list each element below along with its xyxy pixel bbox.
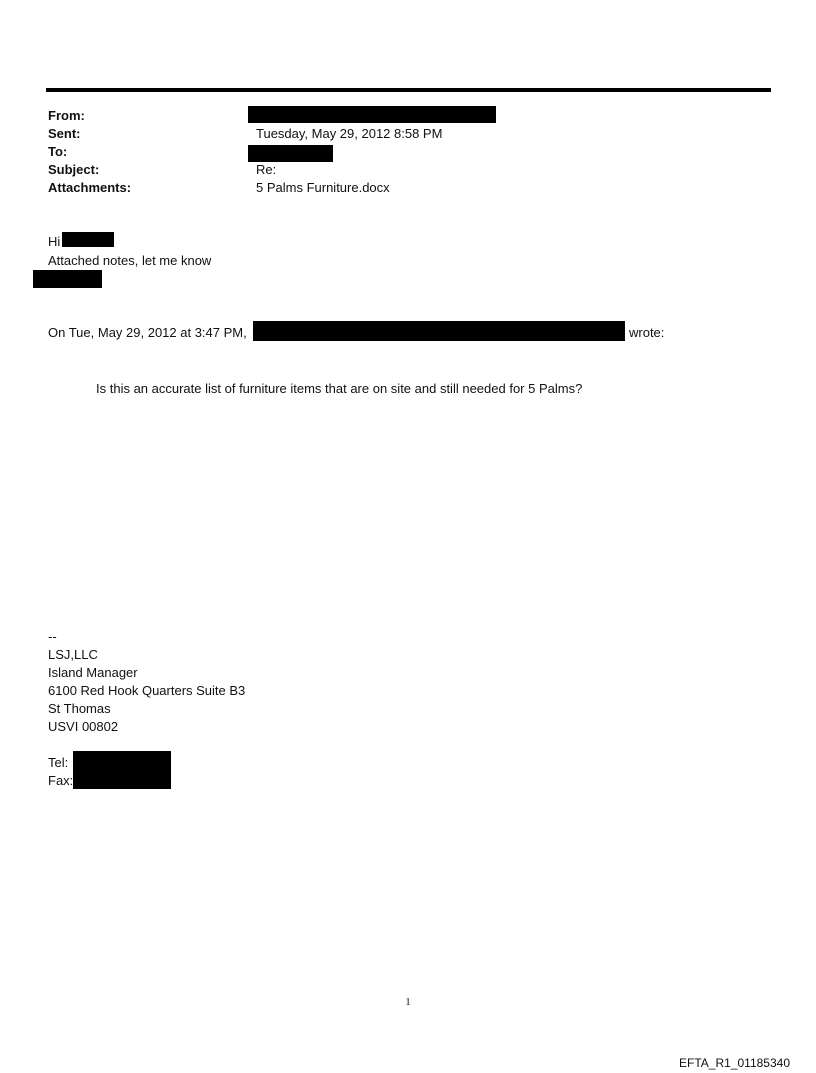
- header-rule: [46, 88, 771, 92]
- attachments-value[interactable]: 5 Palms Furniture.docx: [256, 180, 390, 195]
- to-redaction: [248, 145, 333, 162]
- quote-sender-redaction: [253, 321, 625, 341]
- signature-city: St Thomas: [48, 701, 111, 716]
- greeting-name-redaction: [62, 232, 114, 247]
- sent-label: Sent:: [48, 126, 81, 141]
- signature-title: Island Manager: [48, 665, 138, 680]
- signature-address: 6100 Red Hook Quarters Suite B3: [48, 683, 246, 698]
- subject-value: Re:: [256, 162, 277, 177]
- from-label: From:: [48, 108, 85, 123]
- fax-label: Fax:: [48, 773, 74, 788]
- sent-value: Tuesday, May 29, 2012 8:58 PM: [256, 126, 443, 141]
- signature-company: LSJ,LLC: [48, 647, 98, 662]
- tel-label: Tel:: [48, 755, 69, 770]
- page-number: 1: [405, 996, 411, 1008]
- signature-region: USVI 00802: [48, 719, 119, 734]
- quoted-text: Is this an accurate list of furniture items that are on site and still needed for 5 Palms?: [96, 381, 583, 396]
- tel-fax-redaction: [73, 751, 171, 789]
- greeting: Hi: [48, 234, 61, 249]
- from-redaction: [248, 106, 496, 123]
- subject-label: Subject:: [48, 162, 100, 177]
- quote-intro-suffix: wrote:: [629, 325, 665, 340]
- body-line: Attached notes, let me know: [48, 253, 212, 268]
- bates-number: EFTA_R1_01185340: [679, 1056, 790, 1070]
- to-label: To:: [48, 144, 68, 159]
- sender-name-redaction: [33, 270, 102, 288]
- signature-separator: --: [48, 629, 57, 644]
- quote-intro-prefix: On Tue, May 29, 2012 at 3:47 PM,: [48, 325, 247, 340]
- attachments-label: Attachments:: [48, 180, 132, 195]
